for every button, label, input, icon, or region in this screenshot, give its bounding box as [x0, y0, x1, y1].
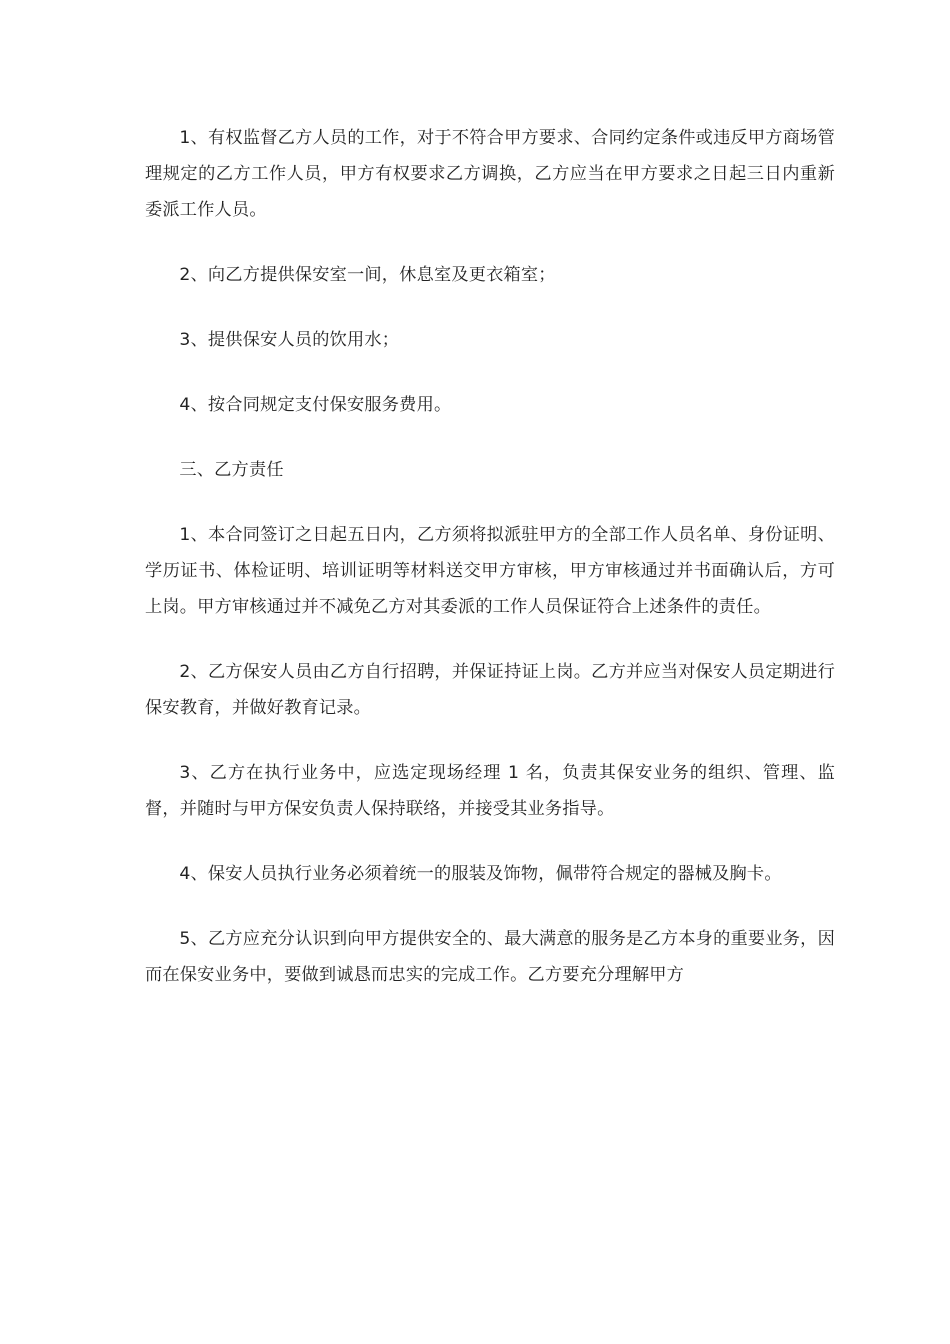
paragraph-party-a-right-3: 3、提供保安人员的饮用水；	[179, 330, 400, 350]
paragraph-party-b-duty-4: 4、保安人员执行业务必须着统一的服装及饰物，佩带符合规定的器械及胸卡。	[179, 864, 782, 884]
paragraph-party-b-duty-2: 2、乙方保安人员由乙方自行招聘，并保证持证上岗。乙方并应当对保安人员定期进行保安教育，并做好教育记录。	[145, 662, 835, 718]
paragraph-party-a-right-2: 2、向乙方提供保安室一间，休息室及更衣箱室；	[179, 265, 556, 285]
paragraph-party-a-right-4: 4、按合同规定支付保安服务费用。	[179, 395, 452, 415]
paragraph-party-b-duty-3: 3、乙方在执行业务中，应选定现场经理 1 名，负责其保安业务的组织、管理、监督，并随时与甲方保安负责人保持联络，并接受其业务指导。	[145, 763, 835, 819]
section-heading-party-b-duties: 三、乙方责任	[179, 460, 284, 480]
document-body	[145, 120, 835, 993]
paragraph-party-a-right-1: 1、有权监督乙方人员的工作，对于不符合甲方要求、合同约定条件或违反甲方商场管理规定的乙方工作人员，甲方有权要求乙方调换，乙方应当在甲方要求之日起三日内重新委派工作人员。	[145, 128, 835, 220]
paragraph-party-b-duty-5: 5、乙方应充分认识到向甲方提供安全的、最大满意的服务是乙方本身的重要业务，因而在保安业务中，要做到诚恳而忠实的完成工作。乙方要充分理解甲方	[145, 929, 835, 985]
paragraph-party-b-duty-1: 1、本合同签订之日起五日内，乙方须将拟派驻甲方的全部工作人员名单、身份证明、学历证书、体检证明、培训证明等材料送交甲方审核，甲方审核通过并书面确认后，方可上岗。甲方审核通过并不减免乙方对其委派的工作人员保证符合上述条件的责任。	[145, 525, 835, 617]
